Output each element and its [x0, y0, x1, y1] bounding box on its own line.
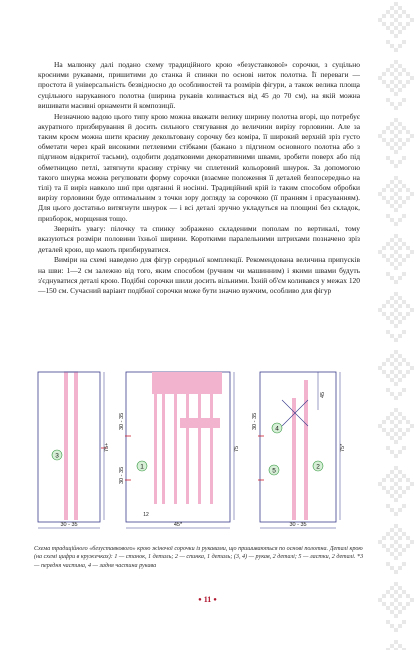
paragraph: Виміри на схемі наведено для фігур середньої комплекції. Рекомендована величина припусків на шви: 1—2 см залежно від того, яким способом (ручним чи машинним) і якими швами будуть з'єднуватися деталі крою. Подібні сорочки шили досить вільними. Їхній об'єм коливався у межах 120—150 см. Сучасний варіант подібної сорочки може бути значно вужчим, особливо для фігур — [38, 255, 360, 295]
dimension-label: 30 - 35 — [119, 466, 125, 484]
paragraph: Зверніть увагу: пілочку та спинку зображено складеними пополам по вертикалі, тому вказуються розміри половини їхньої ширини. Короткими паралельними штрихами позначено зріз деталей крою, що мають призбируватися. — [38, 224, 360, 254]
dimension-label: 30 - 35 — [119, 412, 125, 430]
dimension-label: 30 - 35 — [252, 412, 258, 430]
pattern-panel-middle — [119, 372, 240, 528]
embroidery-ornament-border — [377, 0, 415, 650]
dimension-label: 12 — [143, 512, 149, 518]
dimension-label: 45 — [320, 391, 326, 398]
paragraph: На малюнку далі подано схему традиційного крою «безуставкової» сорочки, з суцільно кроєними рукавами, пришитими до станка й спинки по основі ниток полотна. Її переваги — простота й універсальність безвідносно до особливостей та розмірів фігури, а також велика площа суцільного нарукавного полотна (ширина рукавів коливається від 45 до 70 см), на якій можна вишивати масивні орнаменти й композиції. — [38, 60, 360, 110]
page-number — [0, 595, 415, 604]
paragraph: Незначною вадою цього типу крою можна вважати велику ширину полотна вгорі, що потребує акуратного призбирування й досить сильного стягування до величини вирізу горловини. Але за таким кроєм можна шити красиву декольтовану сорочку без коміра, її широкий верхній зріз густо обметати через край високими петлевими стібками (бажано з підгином основного полотна або з підгином відкритої тасьми), оздобити додатковими декоративними швами, зробити поверх або під обметницею петлі, затягнути красиву стрічку чи сплетений кольоровий шнурок. За допомогою такого шнурка можна регулювати форму сорочки (взаємне положення її деталей безпосередньо на тілі) та її виріз навколо шиї при одяганні й носінні. Традиційний крій із таким способом обробки вирізу горловини буде оптимальним з точки зору догляду за сорочкою (її пранням і прасуванням). Для цього достатньо витягнути шнурок — і всі деталі зручно укладуться на площині без складок, призборок, морщення тощо. — [38, 111, 360, 223]
dimension-label: 75 — [234, 445, 240, 452]
dimension-label: 30 - 35 — [60, 522, 78, 528]
dimension-label: 75+ — [104, 442, 110, 452]
part-label: 2 — [316, 463, 320, 471]
page-number-dot-left: ● — [198, 597, 202, 603]
part-label: 3 — [55, 452, 59, 460]
part-label: 4 — [275, 425, 279, 433]
dimension-label: 30 - 35 — [289, 522, 307, 528]
page-number-dot-right: ● — [213, 597, 217, 603]
part-label: 5 — [272, 467, 276, 475]
shirt-pattern-diagram — [34, 370, 370, 540]
figure-caption: Схема традиційного «безуставкового» крою жіночої сорочки із рукавами, що пришиваються по основі полотна. Деталі крою (на схемі цифри в кружечках): 1 — станок, 1 деталь; 2 — спинка, 1 деталь; (3, 4) — рукав, 2 деталі; 5 — ластки, 2 деталі. *3 — передня частина, 4 — задня частина рукава — [34, 546, 364, 569]
article-body — [38, 60, 360, 297]
dimension-label: 75* — [340, 443, 346, 452]
pattern-panel-left — [38, 372, 110, 528]
dimension-label: 45* — [173, 522, 183, 528]
page-number-value: 11 — [203, 595, 212, 604]
pattern-panel-right — [252, 372, 346, 528]
part-label: 1 — [140, 463, 144, 471]
